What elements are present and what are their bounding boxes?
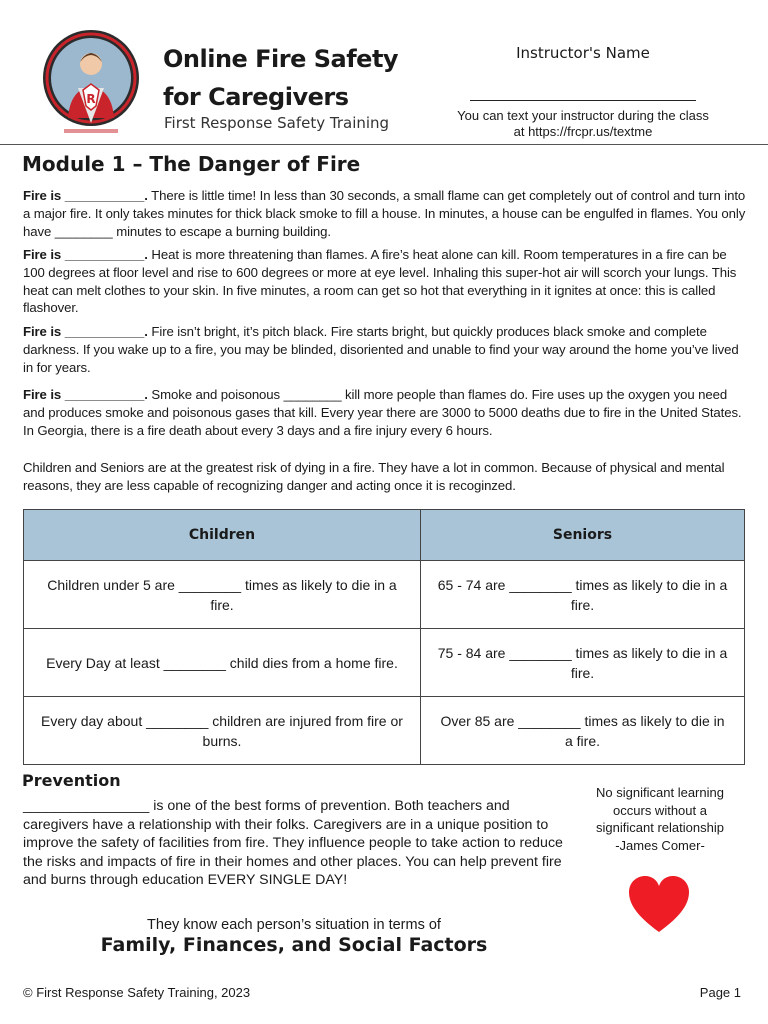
paragraph-lead: Fire is ___________. <box>23 324 148 339</box>
title-line-2: for Caregivers <box>163 83 349 111</box>
table-row <box>24 697 745 765</box>
instructor-name-field[interactable] <box>470 100 696 101</box>
heart-icon <box>627 874 691 934</box>
table-cell: 75 - 84 are ________ times as likely to die in a fire. <box>420 629 744 697</box>
column-header-children: Children <box>24 510 421 561</box>
quote-author: -James Comer- <box>615 837 705 853</box>
paragraph-4 <box>23 386 747 439</box>
paragraph-text: Smoke and poisonous ________ kill more people than flames do. Fire uses up the oxygen you need and produces smoke and poisonous gases that kill. Every year there are 3000 to 5000 deaths due to fire in the United States. In Georgia, there is a fire death about every 3 days and a fire injury every 6 hours. <box>23 387 742 438</box>
title-line-1: Online Fire Safety <box>163 45 399 73</box>
header-divider <box>0 144 768 145</box>
paragraph-lead: Fire is ___________. <box>23 188 148 203</box>
prevention-heading: Prevention <box>22 771 121 790</box>
paragraph-text: Fire isn’t bright, it’s pitch black. Fire starts bright, but quickly produces black smoke and complete darkness. If you wake up to a fire, you may be blinded, disoriented and unable to find your way around the home you’ve lived in for years. <box>23 324 739 375</box>
subtitle: First Response Safety Training <box>164 114 390 132</box>
table-header-row <box>24 510 745 561</box>
footer-copyright: © First Response Safety Training, 2023 <box>23 985 251 1000</box>
paragraph-lead: Fire is ___________. <box>23 247 148 262</box>
logo <box>38 28 144 138</box>
module-title: Module 1 – The Danger of Fire <box>22 152 361 176</box>
factors-heading: Family, Finances, and Social Factors <box>100 934 488 956</box>
paragraph-3 <box>23 323 747 376</box>
table-cell: Over 85 are ________ times as likely to die in a fire. <box>420 697 744 765</box>
paragraph-text: There is little time! In less than 30 seconds, a small flame can get completely out of control and turn into a major fire. It only takes minutes for thick black smoke to fill a house. In minutes, a house can be engulfed in flames. You only have ________ minutes to escape a burning building. <box>23 188 746 239</box>
page-title <box>163 40 398 116</box>
quote <box>586 784 734 854</box>
column-header-seniors: Seniors <box>420 510 744 561</box>
footer-page-number: Page 1 <box>699 985 741 1000</box>
table-row <box>24 629 745 697</box>
instructor-name-label: Instructor's Name <box>516 44 650 62</box>
quote-text: No significant learning occurs without a significant relationship <box>596 785 724 836</box>
instructor-note: You can text your instructor during the class at https://frcpr.us/textme <box>457 108 709 139</box>
risk-table <box>23 509 745 765</box>
table-cell: Children under 5 are ________ times as likely to die in a fire. <box>24 561 421 629</box>
paragraph-lead: Fire is ___________. <box>23 387 148 402</box>
table-cell: 65 - 74 are ________ times as likely to die in a fire. <box>420 561 744 629</box>
table-cell: Every Day at least ________ child dies from a home fire. <box>24 629 421 697</box>
table-row <box>24 561 745 629</box>
table-cell: Every day about ________ children are injured from fire or burns. <box>24 697 421 765</box>
paragraph-1 <box>23 187 747 240</box>
paragraph-2 <box>23 246 747 317</box>
know-text: They know each person’s situation in terms of <box>147 917 441 933</box>
paragraph-text: Heat is more threatening than flames. A fire’s heat alone can kill. Room temperatures in a fire can be 100 degrees at floor level and rise to 600 degrees or more at eye level. Inhaling this super-hot air will scorch your lungs. This heat can melt clothes to your skin. In five minutes, a room can get so hot that everything in it ignites at once: this is called flashover. <box>23 247 737 316</box>
prevention-text: ________________ is one of the best forms of prevention. Both teachers and caregivers have a relationship with their folks. Caregivers are in a unique position to improve the safety of facilities from fire. They influence people to take action to reduce the risks and impacts of fire in their homes and other places. You can help prevent fire and burns through education EVERY SINGLE DAY! <box>23 798 563 889</box>
svg-text:R: R <box>86 92 96 106</box>
risk-intro: Children and Seniors are at the greatest risk of dying in a fire. They have a lot in common. Because of physical and mental reasons, they are less capable of recognizing danger and acting once it is recoginzed. <box>23 460 725 493</box>
